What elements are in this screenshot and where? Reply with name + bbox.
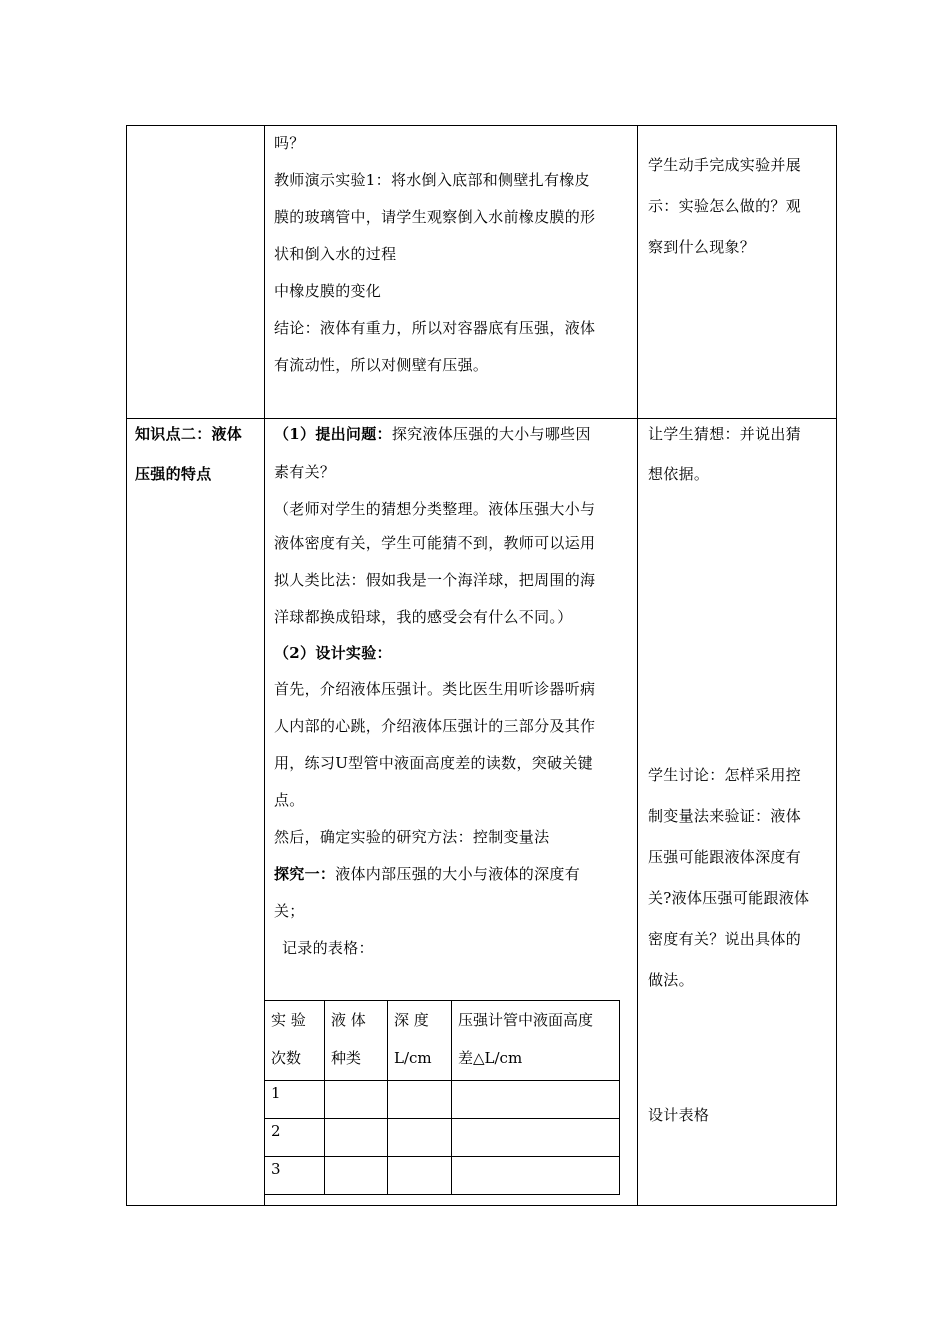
knowledge-point-title — [135, 414, 242, 494]
header-text: 压强计管中液面高度 — [458, 1011, 594, 1029]
text-line: 知识点二：液体 — [135, 425, 243, 443]
text-line: 中橡皮膜的变化 — [274, 282, 382, 300]
table-cell — [325, 1081, 388, 1119]
text-line: 关?液体压强可能跟液体 — [648, 889, 810, 907]
text-line: 结论：液体有重力，所以对容器底有压强，液体 — [274, 319, 596, 337]
text-line: 让学生猜想：并说出猜 — [648, 425, 802, 443]
lesson-table — [126, 125, 837, 1206]
text-line: 学生动手完成实验并展 — [648, 156, 802, 174]
text-line: 关； — [274, 902, 305, 920]
header-text: 次数 — [271, 1049, 302, 1067]
text-line: 然后，确定实验的研究方法：控制变量法 — [274, 828, 550, 846]
table-cell — [388, 1157, 452, 1195]
text-line: 探究液体压强的大小与哪些因 — [391, 425, 591, 443]
row2-design-table-note — [648, 1097, 709, 1134]
row2-student-discussion — [648, 755, 809, 1001]
table-row — [265, 1157, 620, 1195]
header-text: 实 验 — [271, 1011, 306, 1029]
text-line: 吗？ — [274, 134, 305, 152]
record-table — [264, 1000, 620, 1195]
header-cell — [388, 1001, 452, 1081]
table-cell — [325, 1157, 388, 1195]
header-cell — [325, 1001, 388, 1081]
header-text: 液 体 — [331, 1011, 366, 1029]
text-line: 用，练习U型管中液面高度差的读数，突破关键 — [274, 754, 593, 772]
column-divider-2 — [637, 126, 638, 1205]
text-line: 膜的玻璃管中，请学生观察倒入水前橡皮膜的形 — [274, 208, 596, 226]
text-line: 察到什么现象？ — [648, 238, 756, 256]
header-text: 差△L/cm — [458, 1049, 523, 1067]
table-row — [265, 1119, 620, 1157]
text-line: 学生讨论：怎样采用控 — [648, 766, 802, 784]
table-cell: 2 — [265, 1119, 325, 1157]
table-cell — [452, 1119, 620, 1157]
text-line: 液体密度有关，学生可能猜不到，教师可以运用 — [274, 534, 596, 552]
text-line: 素有关？ — [274, 463, 336, 481]
text-line: 拟人类比法：假如我是一个海洋球，把周围的海 — [274, 571, 596, 589]
table-cell: 3 — [265, 1157, 325, 1195]
table-cell — [388, 1081, 452, 1119]
explore-heading: 探究一： — [274, 865, 336, 883]
table-cell — [452, 1081, 620, 1119]
text-line: 制变量法来验证：液体 — [648, 807, 802, 825]
text-line: 压强的特点 — [135, 465, 212, 483]
table-cell: 1 — [265, 1081, 325, 1119]
text-line: 有流动性，所以对侧壁有压强。 — [274, 356, 489, 374]
text-line: 人内部的心跳，介绍液体压强计的三部分及其作 — [274, 717, 596, 735]
table-cell — [388, 1119, 452, 1157]
header-cell — [265, 1001, 325, 1081]
design-heading: （2）设计实验： — [274, 644, 392, 662]
row2-teacher-activity — [274, 414, 595, 967]
text-line: 洋球都换成铅球，我的感受会有什么不同。） — [274, 608, 573, 626]
table-row — [265, 1081, 620, 1119]
text-line: 做法。 — [648, 971, 694, 989]
text-line: 压强可能跟液体深度有 — [648, 848, 802, 866]
text-line: （老师对学生的猜想分类整理。液体压强大小与 — [274, 500, 596, 518]
text-line: 状和倒入水的过程 — [274, 245, 397, 263]
question-heading: （1）提出问题： — [274, 425, 392, 443]
text-line: 教师演示实验1：将水倒入底部和侧壁扎有橡皮 — [274, 171, 590, 189]
text-line: 首先，介绍液体压强计。类比医生用听诊器听病 — [274, 680, 596, 698]
table-cell — [452, 1157, 620, 1195]
header-text: 种类 — [331, 1049, 362, 1067]
table-cell — [325, 1119, 388, 1157]
row2-student-guess — [648, 414, 801, 494]
header-cell — [452, 1001, 620, 1081]
text-line: 想依据。 — [648, 465, 710, 483]
text-line: 点。 — [274, 791, 305, 809]
table-caption: 记录的表格： — [282, 939, 374, 957]
text-line: 设计表格 — [648, 1106, 710, 1124]
header-text: L/cm — [394, 1049, 432, 1067]
row1-teacher-activity — [274, 125, 595, 384]
row1-student-activity — [648, 145, 801, 268]
text-line: 液体内部压强的大小与液体的深度有 — [335, 865, 581, 883]
text-line: 密度有关？说出具体的 — [648, 930, 802, 948]
header-text: 深 度 — [394, 1011, 429, 1029]
table-header-row — [265, 1001, 620, 1081]
text-line: 示：实验怎么做的？观 — [648, 197, 802, 215]
